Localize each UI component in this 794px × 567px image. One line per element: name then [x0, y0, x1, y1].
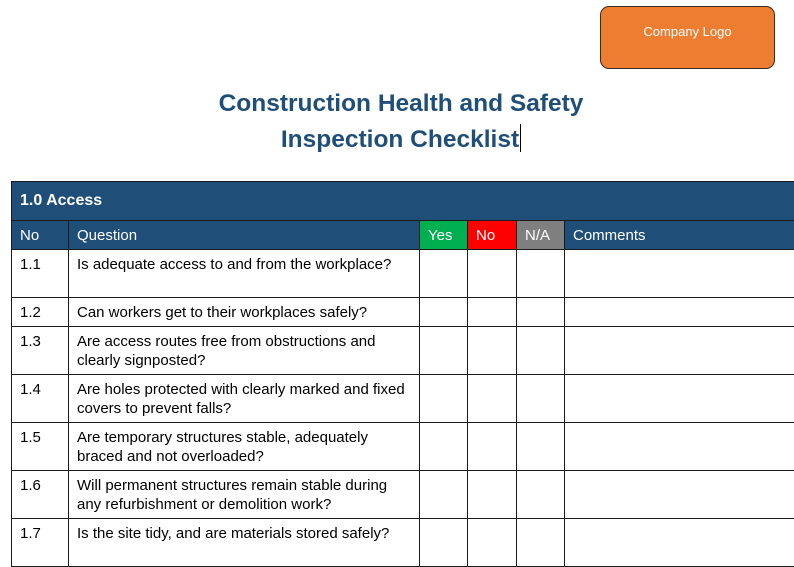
no-cell[interactable] [468, 423, 517, 471]
na-cell[interactable] [517, 423, 565, 471]
no-cell[interactable] [468, 471, 517, 519]
checklist-table [11, 181, 794, 567]
col-header-question: Question [69, 221, 420, 250]
col-header-comments: Comments [565, 221, 794, 250]
table-row [12, 471, 794, 519]
col-header-no-answer: No [468, 221, 517, 250]
company-logo-label: Company Logo [643, 24, 731, 39]
col-header-no: No [12, 221, 69, 250]
comments-cell[interactable] [565, 519, 794, 567]
yes-cell[interactable] [420, 519, 468, 567]
col-header-na: N/A [517, 221, 565, 250]
row-number: 1.6 [12, 471, 69, 519]
text-cursor [520, 124, 521, 152]
row-number: 1.5 [12, 423, 69, 471]
row-question: Are holes protected with clearly marked and fixed covers to prevent falls? [69, 375, 420, 423]
na-cell[interactable] [517, 519, 565, 567]
na-cell[interactable] [517, 250, 565, 298]
document-title [0, 86, 794, 158]
no-cell[interactable] [468, 519, 517, 567]
section-title: 1.0 Access [12, 182, 794, 221]
row-question: Are temporary structures stable, adequately braced and not overloaded? [69, 423, 420, 471]
company-logo [600, 6, 775, 69]
col-header-yes: Yes [420, 221, 468, 250]
table-row [12, 250, 794, 298]
comments-cell[interactable] [565, 423, 794, 471]
row-question: Is the site tidy, and are materials stored safely? [69, 519, 420, 567]
yes-cell[interactable] [420, 471, 468, 519]
comments-cell[interactable] [565, 471, 794, 519]
title-line-2-wrap [0, 122, 794, 158]
table-row [12, 519, 794, 567]
title-line-2: Inspection Checklist [281, 126, 519, 153]
row-number: 1.4 [12, 375, 69, 423]
row-number: 1.3 [12, 327, 69, 375]
row-number: 1.2 [12, 298, 69, 327]
comments-cell[interactable] [565, 298, 794, 327]
table-row [12, 375, 794, 423]
na-cell[interactable] [517, 375, 565, 423]
comments-cell[interactable] [565, 250, 794, 298]
yes-cell[interactable] [420, 298, 468, 327]
row-question: Are access routes free from obstructions and clearly signposted? [69, 327, 420, 375]
title-line-1: Construction Health and Safety [0, 86, 794, 122]
row-question: Will permanent structures remain stable during any refurbishment or demolition work? [69, 471, 420, 519]
no-cell[interactable] [468, 298, 517, 327]
na-cell[interactable] [517, 327, 565, 375]
yes-cell[interactable] [420, 250, 468, 298]
yes-cell[interactable] [420, 423, 468, 471]
row-question: Is adequate access to and from the workplace? [69, 250, 420, 298]
no-cell[interactable] [468, 250, 517, 298]
table-row [12, 423, 794, 471]
comments-cell[interactable] [565, 375, 794, 423]
table-row [12, 298, 794, 327]
section-header-row [12, 182, 794, 221]
table-row [12, 327, 794, 375]
yes-cell[interactable] [420, 327, 468, 375]
na-cell[interactable] [517, 298, 565, 327]
na-cell[interactable] [517, 471, 565, 519]
no-cell[interactable] [468, 375, 517, 423]
row-question: Can workers get to their workplaces safely? [69, 298, 420, 327]
row-number: 1.1 [12, 250, 69, 298]
column-header-row [12, 221, 794, 250]
row-number: 1.7 [12, 519, 69, 567]
comments-cell[interactable] [565, 327, 794, 375]
no-cell[interactable] [468, 327, 517, 375]
yes-cell[interactable] [420, 375, 468, 423]
